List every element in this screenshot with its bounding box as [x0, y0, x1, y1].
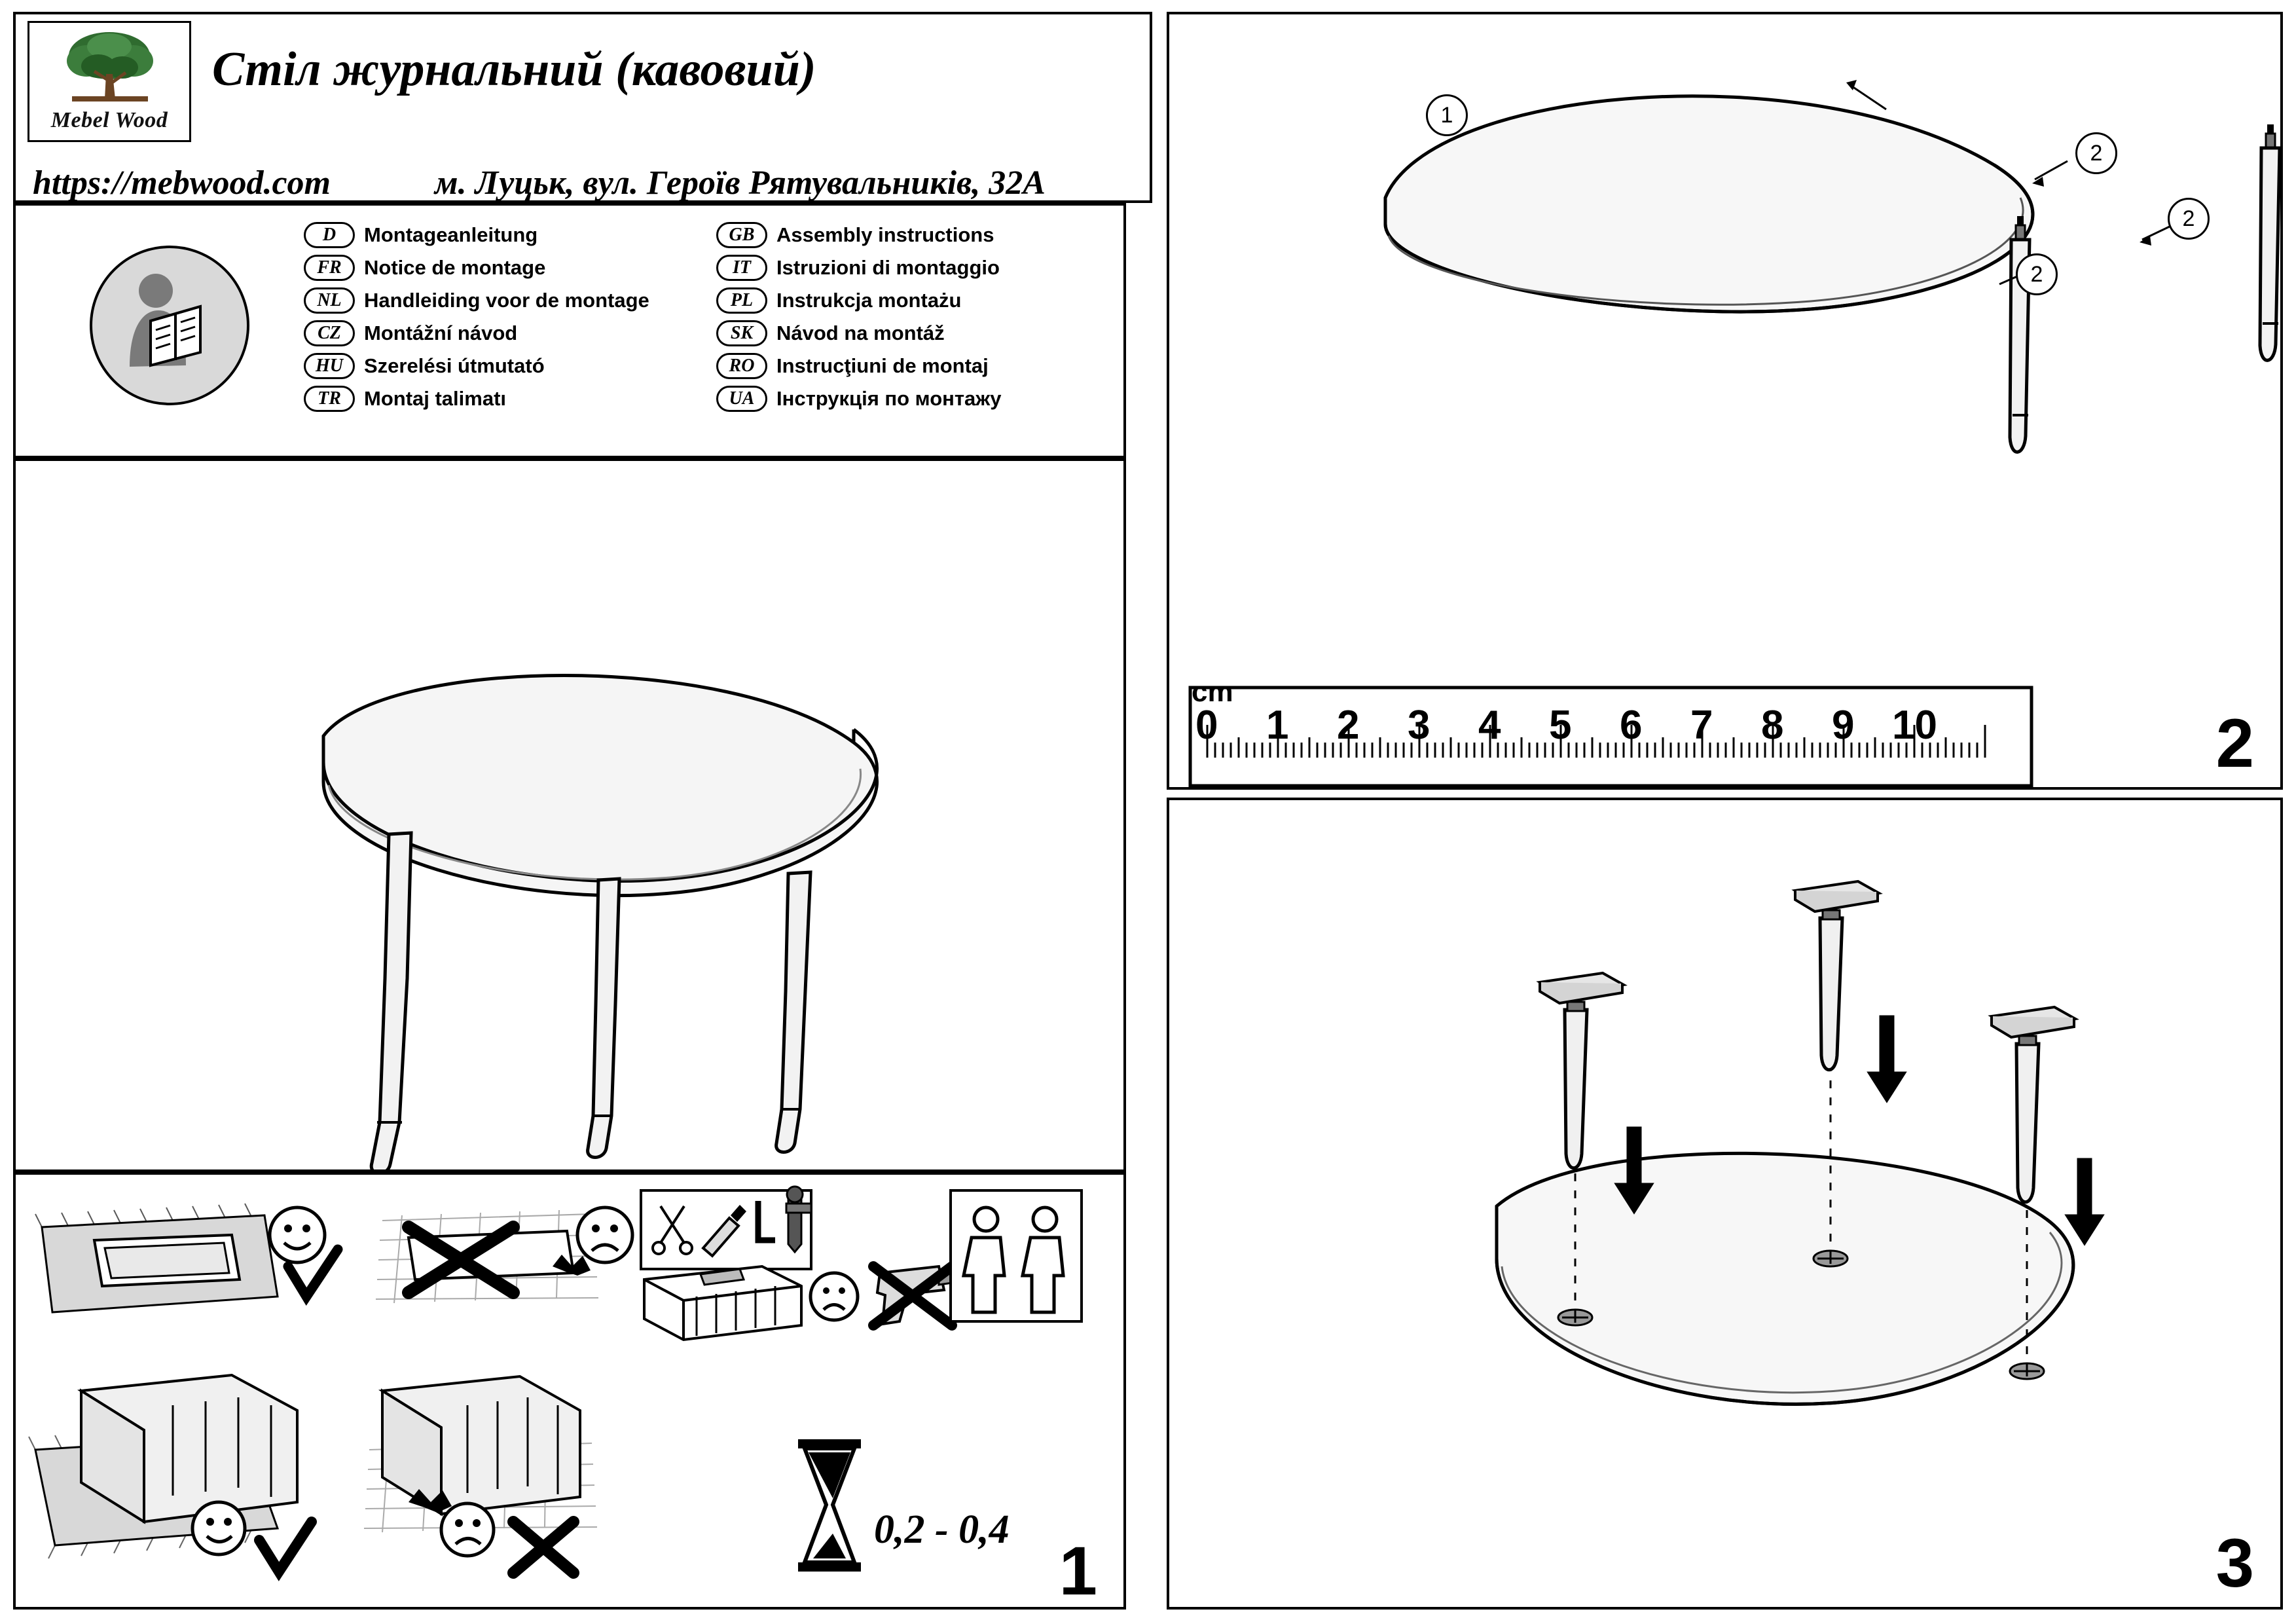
hard-floor-assembly-not-ok — [376, 1207, 632, 1303]
ruler-tick-5: 5 — [1549, 703, 1572, 748]
language-row — [716, 220, 1102, 250]
language-code: PL — [716, 287, 767, 314]
ruler-tick-0: 0 — [1195, 703, 1218, 748]
required-tools-box — [641, 1187, 811, 1269]
ruler-tick-6: 6 — [1620, 703, 1643, 748]
part-callout-2-center: 2 — [2075, 132, 2117, 174]
part-callout-1: 1 — [1426, 94, 1468, 136]
language-row — [304, 220, 690, 250]
tool-case-icon — [644, 1266, 801, 1340]
part-callout-2-right: 2 — [2168, 198, 2210, 240]
header-panel — [13, 12, 1152, 203]
company-address: м. Луцьк, вул. Героїв Рятувальників, 32А — [435, 164, 1046, 202]
ruler-tick-4: 4 — [1478, 703, 1501, 748]
language-column-left — [304, 220, 690, 416]
language-row — [716, 285, 1102, 316]
language-row — [304, 351, 690, 381]
language-code: D — [304, 222, 355, 248]
languages-panel — [13, 203, 1126, 458]
language-column-right — [716, 220, 1102, 416]
left-column — [13, 12, 1152, 1610]
language-code: FR — [304, 255, 355, 281]
language-label: Notice de montage — [364, 256, 546, 279]
ruler-tick-1: 1 — [1266, 703, 1289, 748]
ruler-tick-10: 10 — [1892, 703, 1937, 748]
table-top-part — [1385, 96, 2033, 312]
step-number-3: 3 — [2215, 1525, 2254, 1602]
down-arrow-icon — [2066, 1159, 2103, 1244]
language-row — [304, 285, 690, 316]
ruler-tick-7: 7 — [1690, 703, 1713, 748]
language-code: GB — [716, 222, 767, 248]
page-title: Стіл журнальний (кавовий) — [212, 43, 816, 96]
no-power-drill — [811, 1266, 966, 1325]
language-code: SK — [716, 320, 767, 346]
language-code: HU — [304, 353, 355, 379]
language-label: Szerelési útmutató — [364, 354, 545, 377]
language-code: RO — [716, 353, 767, 379]
step-number-1: 1 — [1059, 1533, 1097, 1610]
language-row — [716, 384, 1102, 414]
language-code: CZ — [304, 320, 355, 346]
down-arrow-icon — [1868, 1016, 1905, 1101]
assembly-panel — [1167, 798, 2283, 1610]
language-code: IT — [716, 255, 767, 281]
upright-on-hard-floor-not-ok — [364, 1376, 597, 1573]
language-row — [716, 351, 1102, 381]
language-row — [716, 318, 1102, 348]
hourglass-icon — [798, 1439, 861, 1572]
brand-name: Mebel Wood — [50, 108, 168, 132]
assembly-time-value: 0,2 - 0,4 — [874, 1507, 1010, 1552]
step-number-2: 2 — [2215, 705, 2254, 782]
right-column — [1167, 12, 2283, 1610]
lay-flat-on-carpet-ok — [29, 1375, 312, 1572]
company-url: https://mebwood.com — [33, 164, 331, 202]
language-row — [716, 253, 1102, 283]
carpet-assembly-ok — [35, 1204, 338, 1312]
finished-coffee-table-illustration — [13, 458, 1126, 1172]
assembly-leg-left — [1540, 973, 1624, 1168]
language-label: Instrucţiuni de montaj — [776, 354, 989, 377]
table-leg-part-2b — [2260, 124, 2280, 360]
language-label: Návod na montáž — [776, 322, 945, 344]
brand-logo — [27, 21, 191, 142]
language-label: Instrukcja montażu — [776, 289, 962, 312]
language-label: Montageanleitung — [364, 223, 538, 246]
person-reading-manual-icon — [88, 244, 251, 407]
language-code: NL — [304, 287, 355, 314]
language-code: TR — [304, 386, 355, 412]
ruler-tick-3: 3 — [1408, 703, 1430, 748]
ruler-unit-label: cm — [1192, 676, 1233, 708]
two-persons-required — [951, 1190, 1082, 1321]
ruler-tick-9: 9 — [1832, 703, 1855, 748]
table-leg-part-2a — [2010, 216, 2030, 452]
language-row — [304, 384, 690, 414]
assembly-leg-right — [1992, 1007, 2075, 1202]
language-code: UA — [716, 386, 767, 412]
language-row — [304, 253, 690, 283]
language-label: Montážní návod — [364, 322, 518, 344]
language-label: Istruzioni di montaggio — [776, 256, 1000, 279]
language-label: Montaj talimatı — [364, 387, 507, 410]
language-row — [304, 318, 690, 348]
language-label: Assembly instructions — [776, 223, 994, 246]
language-list — [304, 220, 1109, 416]
ruler-tick-2: 2 — [1337, 703, 1360, 748]
language-label: Handleiding voor de montage — [364, 289, 649, 312]
language-label: Інструкція по монтажу — [776, 387, 1002, 410]
assembly-leg-middle — [1795, 881, 1879, 1070]
parts-panel — [1167, 12, 2283, 790]
part-callout-2-left: 2 — [2016, 253, 2058, 295]
tree-logo-icon — [60, 28, 158, 107]
ruler-tick-8: 8 — [1761, 703, 1784, 748]
